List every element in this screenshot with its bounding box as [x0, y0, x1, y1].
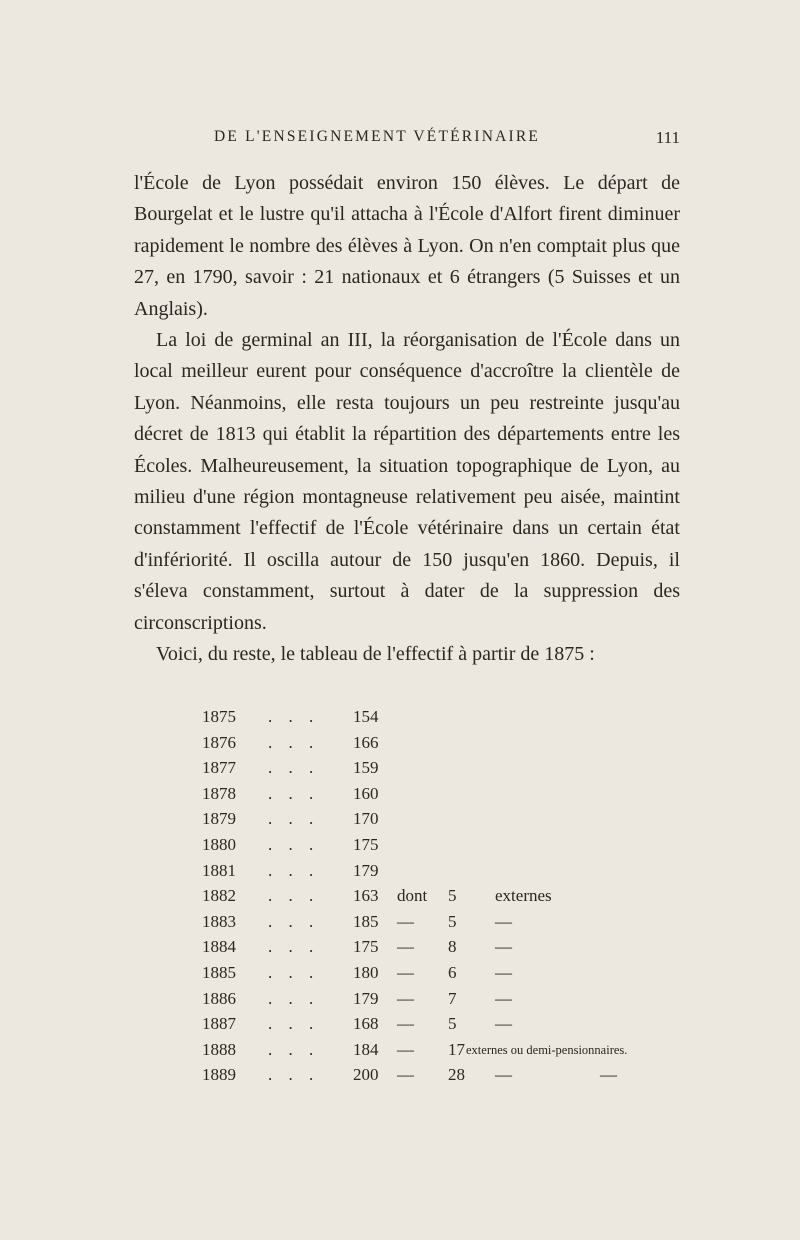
row-extra: — [600, 1065, 617, 1085]
row-value: 163 [353, 886, 379, 906]
table-row [0, 935, 800, 959]
row-dots: . . . [268, 1065, 320, 1085]
row-year: 1879 [202, 809, 236, 829]
row-year: 1888 [202, 1039, 236, 1059]
row-year: 1878 [202, 783, 236, 803]
row-value: 175 [353, 835, 379, 854]
row-dont: — [397, 1039, 414, 1059]
row-value: 184 [353, 1039, 379, 1059]
row-year: 1884 [202, 937, 236, 957]
row-year: 1886 [202, 988, 236, 1008]
row-value: 154 [353, 707, 379, 726]
row-externes: 7 [448, 988, 457, 1008]
row-externes: 5 [448, 911, 457, 931]
row-dots: . . . [268, 963, 320, 982]
row-year: 1889 [202, 1065, 236, 1085]
row-dots: . . . [268, 835, 320, 854]
table-row [0, 1063, 800, 1087]
row-dont: — [397, 937, 414, 957]
row-dots: . . . [268, 860, 320, 880]
row-note: externes [495, 886, 552, 906]
row-dots: . . . [268, 1014, 320, 1034]
row-dont: dont [397, 886, 428, 906]
row-dots: . . . [268, 1039, 320, 1059]
row-dots: . . . [268, 783, 320, 803]
row-year: 1885 [202, 963, 236, 982]
table-row [0, 987, 800, 1011]
row-dots: . . . [268, 758, 320, 778]
table-row [0, 833, 800, 857]
row-year: 1875 [202, 707, 236, 726]
row-dots: . . . [268, 911, 320, 931]
body-text [134, 168, 680, 671]
row-dont: — [397, 988, 414, 1008]
row-value: 168 [353, 1014, 379, 1034]
row-dots: . . . [268, 707, 320, 726]
paragraph: La loi de germinal an III, la réorganisation de l'École dans un local meilleur eurent pour conséquence d'accroître la clientèle de Lyon. Néanmoins, elle resta toujours un peu restreinte jusqu'au décret de 1813 qui établit la répartition des départements entre les Écoles. Malheureusement, la situation topographique de Lyon, au milieu d'une région montagneuse relativement peu aisée, maintint constamment l'effectif de l'École vétérinaire dans un certain état d'infériorité. Il oscilla autour de 150 jusqu'en 1860. Depuis, il s'éleva constamment, surtout à dater de la suppression des circonscriptions. [134, 329, 680, 634]
row-dots: . . . [268, 937, 320, 957]
row-year: 1876 [202, 732, 236, 752]
table-row [0, 884, 800, 908]
row-dots: . . . [268, 886, 320, 906]
row-dont: — [397, 1065, 414, 1085]
row-value: 175 [353, 937, 379, 957]
row-value: 179 [353, 860, 379, 880]
row-externes: 28 [448, 1065, 465, 1085]
row-dots: . . . [268, 732, 320, 752]
table-row [0, 859, 800, 883]
table-row [0, 731, 800, 755]
table-row [0, 1012, 800, 1036]
row-year: 1877 [202, 758, 236, 778]
row-value: 160 [353, 783, 379, 803]
row-externes: 17 [448, 1039, 465, 1059]
row-year: 1883 [202, 911, 236, 931]
row-note: — [495, 963, 512, 982]
row-year: 1887 [202, 1014, 236, 1034]
row-note: externes ou demi-pensionnaires. [466, 1042, 628, 1057]
row-value: 170 [353, 809, 379, 829]
row-dots: . . . [268, 988, 320, 1008]
row-year: 1881 [202, 860, 236, 880]
page-number: 111 [655, 128, 680, 147]
row-note: — [495, 911, 512, 931]
row-value: 159 [353, 758, 379, 778]
table-row [0, 961, 800, 985]
row-dont: — [397, 1014, 414, 1034]
row-year: 1880 [202, 835, 236, 854]
paragraph: Voici, du reste, le tableau de l'effectif à partir de 1875 : [156, 643, 595, 666]
row-dots: . . . [268, 809, 320, 829]
paragraph: l'École de Lyon possédait environ 150 élèves. Le départ de Bourgelat et le lustre qu'il attacha à l'École d'Alfort firent diminuer rapidement le nombre des élèves à Lyon. On n'en comptait plus que 27, en 1790, savoir : 21 nationaux et 6 étrangers (5 Suisses et un Anglais). [134, 172, 680, 320]
row-value: 200 [353, 1065, 379, 1085]
row-note: — [495, 1014, 512, 1034]
row-externes: 5 [448, 1014, 457, 1034]
table-row [0, 782, 800, 806]
row-dont: — [397, 911, 414, 931]
row-externes: 6 [448, 963, 457, 982]
table-row [0, 705, 800, 729]
row-year: 1882 [202, 886, 236, 906]
row-externes: 8 [448, 937, 457, 957]
row-note: — [495, 937, 512, 957]
table-row [0, 1038, 800, 1062]
row-note: — [495, 988, 512, 1008]
row-value: 166 [353, 732, 379, 752]
row-value: 185 [353, 911, 379, 931]
table-row [0, 807, 800, 831]
row-value: 180 [353, 963, 379, 982]
header-title: DE L'ENSEIGNEMENT VÉTÉRINAIRE [214, 128, 541, 145]
row-dont: — [397, 963, 414, 982]
row-value: 179 [353, 988, 379, 1008]
row-externes: 5 [448, 886, 457, 906]
row-note: — [495, 1065, 512, 1085]
table-row [0, 910, 800, 934]
table-row [0, 756, 800, 780]
